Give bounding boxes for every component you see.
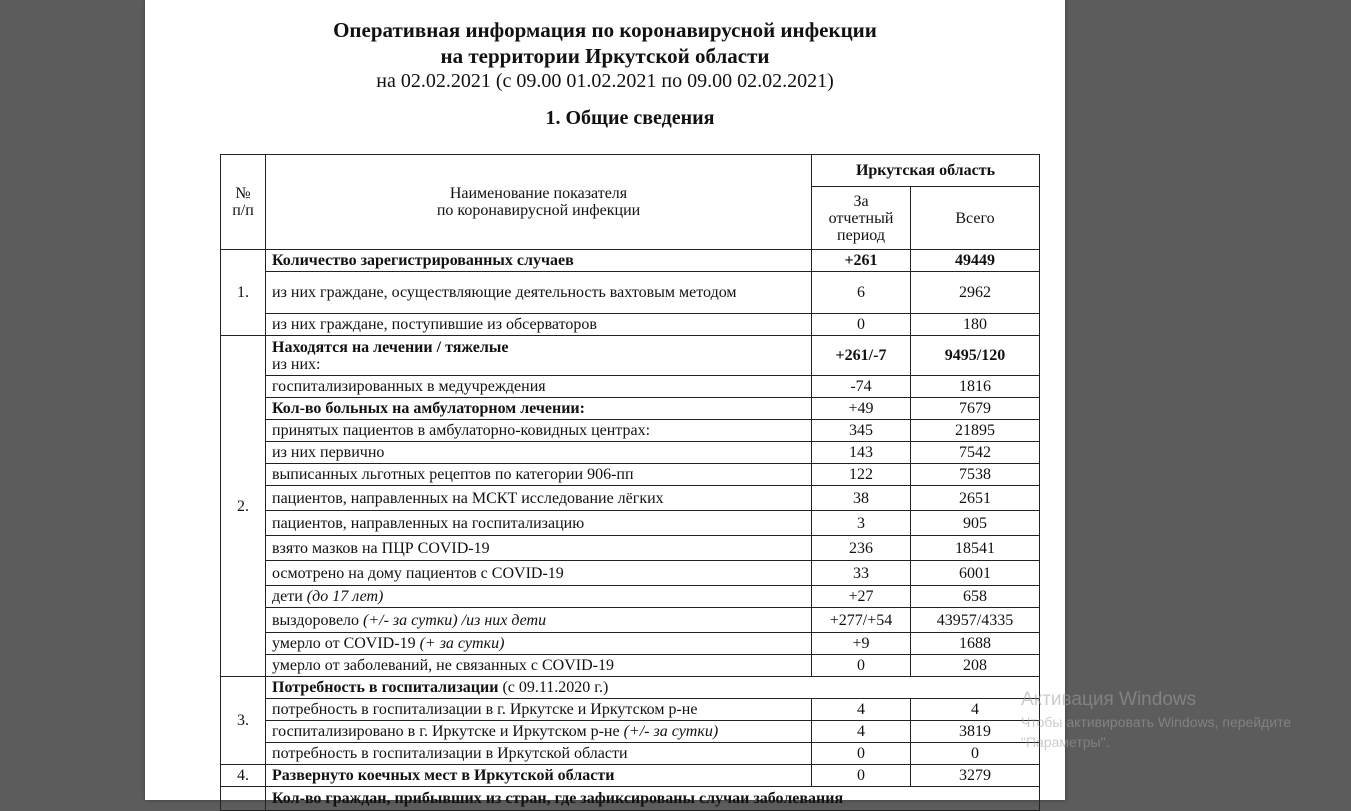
header-indicator-line2: по коронавирусной инфекции (436, 202, 641, 219)
total-cell: 7542 (911, 442, 1040, 464)
table-row (221, 787, 1040, 811)
table-row (221, 486, 1040, 511)
row-label (266, 721, 812, 743)
row-label-main: дети (272, 588, 303, 605)
row-number: 3. (221, 677, 266, 765)
header-period-line1: За (853, 192, 869, 210)
row-label: Кол-во больных на амбулаторном лечении: (266, 398, 812, 420)
row-label: пациентов, направленных на МСКТ исследование лёгких (266, 486, 812, 511)
header-num: № п/п (221, 155, 266, 250)
table-row (221, 677, 1040, 699)
row-label: принятых пациентов в амбулаторно-ковидных центрах: (266, 420, 812, 442)
total-cell: 658 (911, 586, 1040, 608)
row-label-main: умерло от COVID-19 (272, 635, 416, 652)
header-period (812, 187, 911, 250)
total-cell: 43957/4335 (911, 608, 1040, 633)
info-table (220, 154, 1040, 811)
row-label (266, 677, 1040, 699)
period-cell: 122 (812, 464, 911, 486)
period-cell: -74 (812, 376, 911, 398)
total-cell: 3279 (911, 765, 1040, 787)
total-cell: 180 (911, 314, 1040, 336)
row-label: Количество зарегистрированных случаев (266, 250, 812, 272)
table-row (221, 765, 1040, 787)
total-cell: 7679 (911, 398, 1040, 420)
total-cell: 49449 (911, 250, 1040, 272)
total-cell: 6001 (911, 561, 1040, 586)
total-cell: 0 (911, 743, 1040, 765)
row-label-note: (+ за сутки) (419, 635, 505, 652)
period-cell: +277/+54 (812, 608, 911, 633)
row-label: Развернуто коечных мест в Иркутской области (266, 765, 812, 787)
row-label (266, 608, 812, 633)
table-row (221, 272, 1040, 314)
total-cell: 2962 (911, 272, 1040, 314)
total-cell: 18541 (911, 536, 1040, 561)
table-row (221, 398, 1040, 420)
total-cell: 3819 (911, 721, 1040, 743)
row-label: потребность в госпитализации в Иркутской области (266, 743, 812, 765)
period-cell: 0 (812, 743, 911, 765)
row-label (266, 633, 812, 655)
header-indicator-line1: Наименование показателя (449, 185, 628, 202)
table-row (221, 699, 1040, 721)
period-cell: 0 (812, 314, 911, 336)
row-number (221, 787, 266, 811)
period-cell: +261/-7 (812, 336, 911, 376)
row-label: пациентов, направленных на госпитализацию (266, 511, 812, 536)
row-label: госпитализированных в медучреждения (266, 376, 812, 398)
row-label-main: Находятся на лечении / тяжелые (272, 338, 509, 356)
header-period-line2: отчетный (828, 209, 894, 227)
total-cell: 2651 (911, 486, 1040, 511)
total-cell: 4 (911, 699, 1040, 721)
document-title-line2: на территории Иркутской области (440, 44, 770, 68)
row-label: Кол-во граждан, прибывших из стран, где зафиксированы случаи заболевания (266, 787, 1040, 811)
row-label-note: (+/- за сутки) /из них дети (363, 611, 547, 629)
table-row (221, 464, 1040, 486)
table-row (221, 655, 1040, 677)
row-number: 4. (221, 765, 266, 787)
period-cell: 3 (812, 511, 911, 536)
period-cell: 33 (812, 561, 911, 586)
table-row (221, 608, 1040, 633)
watermark-line2: Чтобы активировать Windows, перейдите (1021, 714, 1292, 730)
table-row (221, 250, 1040, 272)
table-row (221, 420, 1040, 442)
row-label: умерло от заболеваний, не связанных с COVID-19 (266, 655, 812, 677)
row-label-note: (+/- за сутки) (623, 723, 719, 740)
period-cell: +9 (812, 633, 911, 655)
total-cell: 208 (911, 655, 1040, 677)
period-cell: 0 (812, 765, 911, 787)
period-cell: 236 (812, 536, 911, 561)
row-label: из них граждане, поступившие из обсерваторов (266, 314, 812, 336)
section-title: 1. Общие сведения (545, 107, 715, 129)
total-cell: 905 (911, 511, 1040, 536)
total-cell: 1688 (911, 633, 1040, 655)
period-cell: 345 (812, 420, 911, 442)
period-cell: 4 (812, 721, 911, 743)
row-label-main: госпитализировано в г. Иркутске и Иркутском р-не (272, 723, 620, 740)
table-row (221, 376, 1040, 398)
document-title: Оперативная информация по коронавирусной инфекции (333, 18, 877, 42)
header-region: Иркутская область (812, 155, 1040, 187)
table-row (221, 511, 1040, 536)
document-page (145, 0, 1292, 807)
watermark-line3: "Параметры". (1021, 734, 1110, 750)
row-label: из них граждане, осуществляющие деятельность вахтовым методом (266, 272, 812, 314)
row-label: взято мазков на ПЦР COVID-19 (266, 536, 812, 561)
row-label-note: (до 17 лет) (306, 588, 384, 605)
windows-activation-watermark (1021, 688, 1351, 752)
total-cell: 1816 (911, 376, 1040, 398)
row-label: осмотрено на дому пациентов с COVID-19 (266, 561, 812, 586)
period-cell: +49 (812, 398, 911, 420)
table-row (221, 336, 1040, 376)
total-cell: 9495/120 (911, 336, 1040, 376)
row-label-sub: из них: (272, 355, 321, 373)
row-number: 1. (221, 250, 266, 336)
header-period-line3: период (837, 226, 885, 244)
document-date-range: на 02.02.2021 (с 09.00 01.02.2021 по 09.00 02.02.2021) (376, 70, 834, 92)
row-label: выписанных льготных рецептов по категории 906-пп (266, 464, 812, 486)
row-label (266, 586, 812, 608)
table-row (221, 561, 1040, 586)
row-label-note: (с 09.11.2020 г.) (502, 679, 609, 696)
period-cell: 4 (812, 699, 911, 721)
row-label-main: Потребность в госпитализации (272, 679, 499, 696)
total-cell: 21895 (911, 420, 1040, 442)
table-row (221, 442, 1040, 464)
header-total: Всего (911, 187, 1040, 250)
period-cell: 143 (812, 442, 911, 464)
table-row (221, 536, 1040, 561)
total-cell: 7538 (911, 464, 1040, 486)
period-cell: 6 (812, 272, 911, 314)
table-row (221, 721, 1040, 743)
row-label (266, 336, 812, 376)
header-indicator (266, 155, 812, 250)
watermark-title: Активация Windows (1021, 689, 1197, 710)
table-row (221, 586, 1040, 608)
row-label: из них первично (266, 442, 812, 464)
period-cell: 0 (812, 655, 911, 677)
table-row (221, 743, 1040, 765)
row-label-main: выздоровело (272, 611, 360, 629)
period-cell: +261 (812, 250, 911, 272)
period-cell: 38 (812, 486, 911, 511)
table-row (221, 633, 1040, 655)
row-label: потребность в госпитализации в г. Иркутске и Иркутском р-не (266, 699, 812, 721)
period-cell: +27 (812, 586, 911, 608)
row-number: 2. (221, 336, 266, 677)
table-row (221, 314, 1040, 336)
